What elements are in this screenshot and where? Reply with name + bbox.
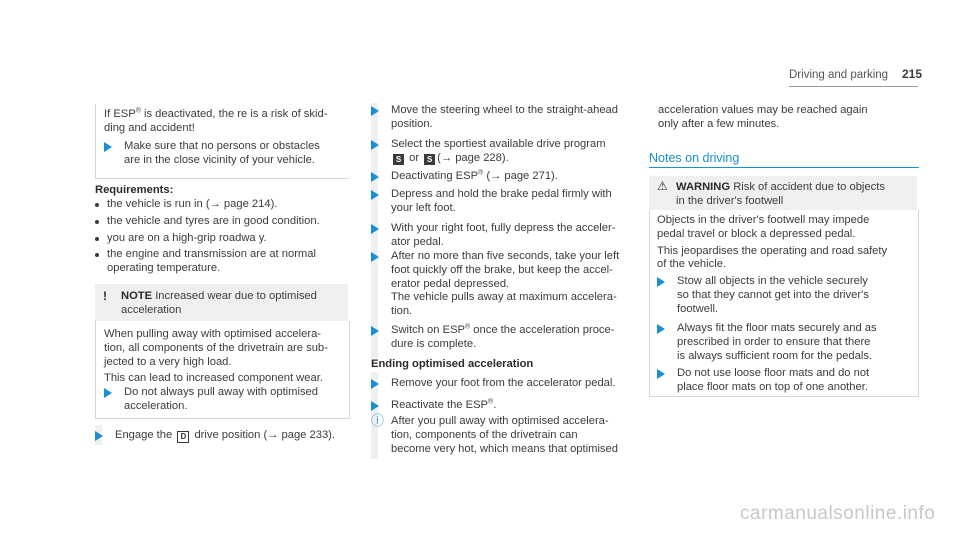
step-arrow-icon (371, 401, 379, 411)
watermark: carmanualsonline.info (740, 503, 936, 524)
requirements-title: Requirements: (95, 184, 174, 196)
step-arrow-icon (371, 190, 379, 200)
step-arrow-icon (371, 224, 379, 234)
step-arrow-icon (104, 388, 112, 398)
list-item: you are on a high-grip roadwa y. (95, 232, 350, 246)
step-arrow-icon (657, 324, 665, 334)
continued-text: acceleration values may be reached again only after a few minutes. (658, 104, 868, 130)
requirements-list (95, 198, 350, 276)
step-arrow-icon (371, 106, 379, 116)
step-arrow-icon (371, 252, 379, 262)
title-rule (649, 167, 919, 168)
step-arrow-icon (657, 369, 665, 379)
list-item: the vehicle is run in (→ page 214). (95, 198, 350, 212)
note-title: NOTE Increased wear due to optimised acceleration (121, 290, 317, 316)
step-arrow-icon (371, 379, 379, 389)
step-arrow-icon (657, 277, 665, 287)
step-arrow-icon (371, 326, 379, 336)
note-body: When pulling away with optimised accelera- tion, all components of the drivetrain are sub- jected to a very high load. This can lead to increased component wear. (104, 328, 328, 385)
step-arrow-icon (371, 172, 379, 182)
page-number: 215 (902, 67, 923, 81)
note-icon: ! (103, 289, 107, 303)
warning-text: If ESP® is deactivated, the re is a risk of skid- ding and accident! (104, 107, 328, 134)
warning-title: WARNING Risk of accident due to objects in the driver's footwell (676, 181, 885, 207)
header-rule (789, 86, 918, 87)
info-text: After you pull away with optimised accelera- tion, components of the drivetrain can become very hot, which means that optimised (391, 415, 618, 455)
step-arrow-icon (104, 142, 112, 152)
running-header: Driving and parking (789, 69, 889, 81)
step-arrow-icon (371, 140, 379, 150)
warning-icon: ⚠ (657, 179, 668, 193)
list-item: the engine and transmission are at normal operating temperature. (95, 248, 350, 276)
notes-title: Notes on driving (649, 151, 740, 165)
ending-title: Ending optimised acceleration (371, 358, 537, 372)
info-icon: ⓘ (371, 413, 385, 428)
list-item: the vehicle and tyres are in good condition. (95, 215, 350, 229)
warning-body: Objects in the driver's footwell may impede pedal travel or block a depressed pedal. This jeopardises the operating and road safety of the vehicle. (657, 214, 888, 271)
step-arrow-icon (95, 431, 103, 441)
